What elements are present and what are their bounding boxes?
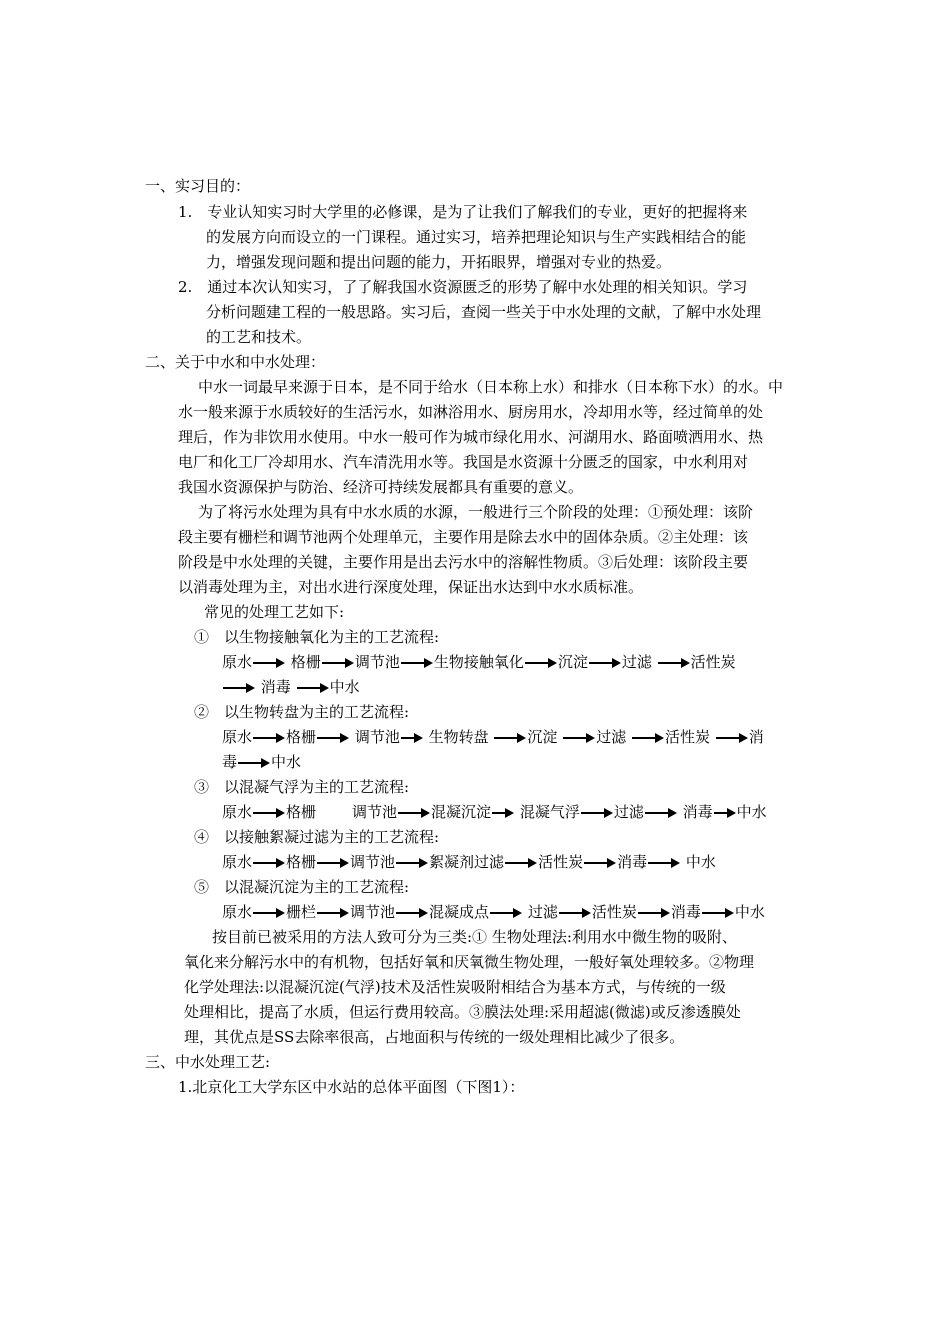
purpose-item-2-line-3: 的工艺和技术。 — [206, 328, 312, 346]
paragraph-3-line-3: 化学处理法:以混凝沉淀(气浮)技术及活性炭吸附相结合为基本方式，与传统的一级 — [184, 978, 726, 996]
purpose-item-1-line-3: 力，增强发现问题和提出问题的能力，开拓眼界，增强对专业的热爱。 — [206, 253, 672, 271]
paragraph-3-line-5: 理，其优点是SS去除率很高，占地面积与传统的一级处理相比减少了很多。 — [184, 1028, 685, 1046]
paragraph-3-line-2: 氧化来分解污水中的有机物，包括好氧和厌氧微生物处理，一般好氧处理较多。②物理 — [184, 953, 755, 971]
paragraph-1-line-1: 中水一词最早来源于日本，是不同于给水（日本称上水）和排水（日本称下水）的水。中 — [198, 378, 784, 396]
arrow-right-icon — [253, 908, 285, 918]
common-processes-intro: 常见的处理工艺如下: — [204, 603, 345, 621]
arrow-right-icon — [632, 733, 664, 743]
arrow-right-icon — [716, 733, 748, 743]
flow-step: 调节池 — [354, 728, 400, 746]
flow-step: 过滤 — [621, 653, 652, 671]
paragraph-1-line-4: 电厂和化工厂冷却用水、汽车清洗用水等。我国是水资源十分匮乏的国家，中水利用对 — [178, 453, 749, 471]
process-4-flow-line-1 — [222, 850, 716, 874]
arrow-right-icon — [584, 858, 616, 868]
paragraph-3-line-4: 处理相比，提高了水质，但运行费用较高。③膜法处理:采用超滤(微滤)或反渗透膜处 — [184, 1003, 741, 1021]
paragraph-2-line-1: 为了将污水处理为具有中水水质的水源，一般进行三个阶段的处理：①预处理：该阶 — [198, 503, 754, 521]
flow-step: 沉淀 — [527, 728, 558, 746]
flow-step: 格栅 — [286, 853, 317, 871]
flow-step: 中水 — [736, 803, 767, 821]
arrow-right-icon — [490, 908, 522, 918]
paragraph-1-line-2: 水一般来源于水质较好的生活污水，如淋浴用水、厨房用水，冷却用水等，经过简单的处 — [178, 403, 764, 421]
arrow-right-icon — [702, 908, 734, 918]
flow-step: 毒 — [222, 753, 238, 771]
flow-step: 沉淀 — [557, 653, 588, 671]
purpose-item-1-line-2: 的发展方向而设立的一门课程。通过实习，培养把理论知识与生产实践相结合的能 — [206, 228, 747, 246]
arrow-right-icon — [253, 658, 285, 668]
flow-step: 生物转盘 — [428, 728, 489, 746]
arrow-right-icon — [589, 658, 621, 668]
flow-step: 原水 — [222, 853, 253, 871]
arrow-right-icon — [505, 858, 537, 868]
flow-step: 混凝成点 — [429, 903, 490, 921]
arrow-right-icon — [398, 808, 430, 818]
process-2-flow-line-1 — [222, 725, 764, 749]
flow-step: 混凝沉淀 — [431, 803, 492, 821]
arrow-right-icon — [563, 733, 595, 743]
arrow-right-icon — [559, 908, 591, 918]
arrow-right-icon — [253, 808, 285, 818]
arrow-right-icon — [638, 908, 670, 918]
flow-step: 原水 — [222, 903, 253, 921]
arrow-right-icon — [401, 733, 423, 743]
paragraph-2-line-2: 段主要有栅栏和调节池两个处理单元，主要作用是除去水中的固体杂质。②主处理：该 — [178, 528, 749, 546]
section-3-item-1: 1.北京化工大学东区中水站的总体平面图（下图1）： — [178, 1078, 525, 1096]
arrow-right-icon — [238, 758, 270, 768]
section-2-heading: 二、关于中水和中水处理： — [145, 353, 326, 371]
flow-step: 中水 — [329, 678, 360, 696]
flow-step: 活性炭 — [591, 903, 637, 921]
process-2-title: ② 以生物转盘为主的工艺流程: — [194, 703, 410, 721]
arrow-right-icon — [322, 658, 354, 668]
flow-step: 中水 — [271, 753, 302, 771]
arrow-right-icon — [581, 808, 613, 818]
purpose-item-2-line-1: 2. 通过本次认知实习，了了解我国水资源匮乏的形势了解中水处理的相关知识。学习 — [178, 278, 748, 296]
paragraph-1-line-5: 我国水资源保护与防治、经济可持续发展都具有重要的意义。 — [178, 478, 584, 496]
process-1-flow-line-1 — [222, 650, 736, 674]
process-4-title: ④ 以接触絮凝过滤为主的工艺流程: — [194, 828, 440, 846]
flow-step: 原水 — [222, 728, 253, 746]
process-5-title: ⑤ 以混凝沉淀为主的工艺流程: — [194, 878, 410, 896]
arrow-right-icon — [396, 858, 428, 868]
flow-step: 中水 — [734, 903, 765, 921]
arrow-right-icon — [648, 858, 680, 868]
flow-step: 过滤 — [527, 903, 558, 921]
arrow-right-icon — [317, 858, 349, 868]
flow-step: 絮凝剂过滤 — [429, 853, 505, 871]
paragraph-1-line-3: 理后，作为非饮用水使用。中水一般可作为城市绿化用水、河湖用水、路面喷洒用水、热 — [178, 428, 764, 446]
flow-step: 调节池 — [350, 853, 396, 871]
arrow-right-icon — [714, 808, 736, 818]
arrow-right-icon — [297, 683, 329, 693]
process-3-title: ③ 以混凝气浮为主的工艺流程: — [194, 778, 410, 796]
flow-step: 格栅 — [290, 653, 321, 671]
arrow-right-icon — [525, 658, 557, 668]
flow-step: 活性炭 — [538, 853, 584, 871]
process-1-flow-line-2 — [222, 675, 360, 699]
flow-step: 消毒 — [260, 678, 291, 696]
arrow-right-icon — [645, 808, 677, 818]
flow-step: 栅栏 — [286, 903, 317, 921]
flow-step: 原水 — [222, 653, 253, 671]
flow-step: 消毒 — [682, 803, 713, 821]
arrow-right-icon — [317, 733, 349, 743]
flow-step: 消毒 — [670, 903, 701, 921]
paragraph-2-line-3: 阶段是中水处理的关键，主要作用是出去污水中的溶解性物质。③后处理：该阶段主要 — [178, 553, 749, 571]
flow-step: 过滤 — [613, 803, 644, 821]
flow-step: 调节池 — [354, 653, 400, 671]
flow-step: 活性炭 — [665, 728, 711, 746]
process-1-title: ① 以生物接触氧化为主的工艺流程: — [194, 628, 440, 646]
section-3-heading: 三、中水处理工艺: — [145, 1053, 271, 1071]
arrow-right-icon — [317, 908, 349, 918]
arrow-right-icon — [658, 658, 690, 668]
process-2-flow-line-2 — [222, 750, 301, 774]
flow-step: 过滤 — [596, 728, 627, 746]
section-1-heading: 一、实习目的： — [145, 177, 251, 195]
arrow-right-icon — [396, 908, 428, 918]
flow-step: 活性炭 — [690, 653, 736, 671]
flow-step: 格栅 — [286, 803, 317, 821]
purpose-item-2-line-2: 分析问题建工程的一般思路。实习后，查阅一些关于中水处理的文献，了解中水处理 — [206, 303, 762, 321]
flow-step: 消毒 — [617, 853, 648, 871]
flow-step: 格栅 — [286, 728, 317, 746]
flow-step: 生物接触氧化 — [433, 653, 524, 671]
flow-step: 调节池 — [350, 903, 396, 921]
paragraph-3-line-1: 按目前已被采用的方法人致可分为三类:① 生物处理法:利用水中微生物的吸附、 — [212, 928, 737, 946]
flow-step: 中水 — [685, 853, 716, 871]
process-5-flow-line-1 — [222, 900, 765, 924]
arrow-right-icon — [253, 858, 285, 868]
flow-step: 混凝气浮 — [519, 803, 580, 821]
flow-step: 原水 — [222, 803, 253, 821]
arrow-right-icon — [223, 683, 255, 693]
flow-step: 调节池 — [352, 803, 398, 821]
arrow-right-icon — [494, 733, 526, 743]
flow-step: 消 — [748, 728, 764, 746]
process-3-flow-line-1 — [222, 800, 767, 824]
paragraph-2-line-4: 以消毒处理为主，对出水进行深度处理，保证出水达到中水水质标准。 — [178, 578, 644, 596]
arrow-right-icon — [253, 733, 285, 743]
purpose-item-1-line-1: 1. 专业认知实习时大学里的必修课，是为了让我们了解我们的专业，更好的把握将来 — [178, 203, 748, 221]
arrow-right-icon — [401, 658, 433, 668]
arrow-right-icon — [492, 808, 514, 818]
